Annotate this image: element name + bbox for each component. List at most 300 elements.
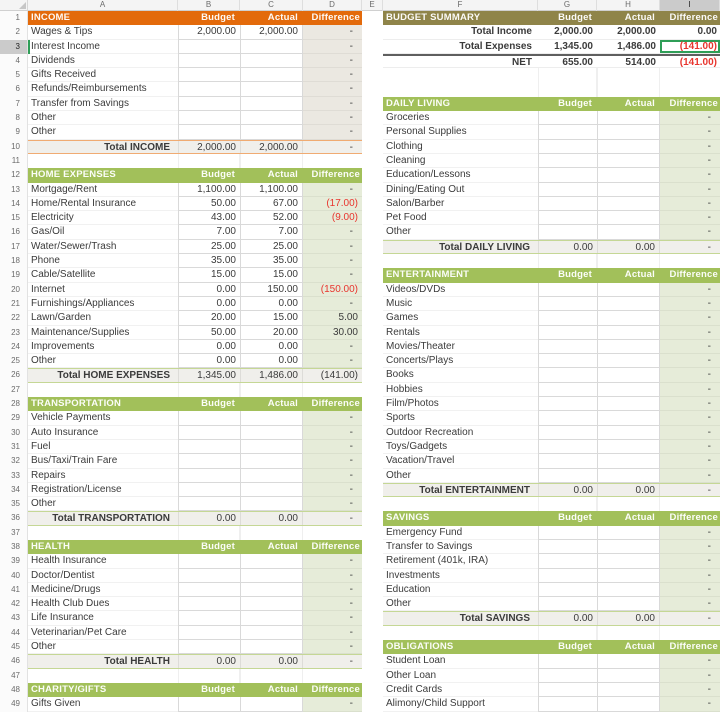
row-header-6[interactable]: 6 [0,82,28,96]
column-header-F[interactable]: F [383,0,538,11]
cell-D16[interactable]: - [303,225,362,239]
cell-G3[interactable]: 1,345.00 [554,40,593,52]
cell-F11[interactable]: Cleaning [383,154,538,168]
cell-F41[interactable]: Education [383,583,538,597]
cell-A36[interactable]: Total TRANSPORTATION [52,513,170,525]
cell-D21[interactable]: - [303,297,362,311]
cell-H15[interactable] [597,211,660,225]
cell-I12[interactable]: - [660,168,720,182]
cell-G27[interactable] [538,383,597,397]
cell-C29[interactable] [240,411,303,425]
row-header-19[interactable]: 19 [0,268,28,282]
row-header-8[interactable]: 8 [0,111,28,125]
cell-C1[interactable]: Actual [267,12,298,23]
column-header-B[interactable]: B [178,0,240,11]
cell-D23[interactable]: 30.00 [303,326,362,340]
cell-D35[interactable]: - [303,497,362,511]
cell-F21[interactable]: Music [383,297,538,311]
cell-H25[interactable] [597,354,660,368]
cell-C28[interactable]: Actual [267,398,298,410]
cell-B36[interactable]: 0.00 [178,512,240,524]
cell-H43[interactable]: 0.00 [597,612,660,624]
cell-I45[interactable]: Difference [669,641,718,653]
cell-D18[interactable]: - [303,254,362,268]
cell-F30[interactable]: Outdoor Recreation [383,426,538,440]
cell-I35[interactable] [660,497,720,511]
cell-I6[interactable] [660,82,720,96]
cell-B18[interactable]: 35.00 [178,254,240,268]
cell-I24[interactable]: - [660,340,720,354]
cell-I40[interactable]: - [660,569,720,583]
row-header-36[interactable]: 36 [0,511,28,525]
cell-A10[interactable]: Total INCOME [104,141,170,153]
cell-A32[interactable]: Bus/Taxi/Train Fare [28,454,178,468]
cell-B5[interactable] [178,68,240,82]
cell-A31[interactable]: Fuel [28,440,178,454]
cell-H27[interactable] [597,383,660,397]
cell-F23[interactable]: Rentals [383,326,538,340]
column-header-D[interactable]: D [303,0,362,11]
row-header-2[interactable]: 2 [0,25,28,39]
cell-I1[interactable]: Difference [669,12,718,23]
row-header-47[interactable]: 47 [0,669,28,683]
cell-C3[interactable] [240,40,303,54]
cell-B3[interactable] [178,40,240,54]
cell-B31[interactable] [178,440,240,454]
cell-F28[interactable]: Film/Photos [383,397,538,411]
cell-B46[interactable]: 0.00 [178,655,240,667]
cell-I33[interactable]: - [660,469,720,483]
cell-F37[interactable]: Emergency Fund [383,526,538,540]
cell-F32[interactable]: Vacation/Travel [383,454,538,468]
cell-H11[interactable] [597,154,660,168]
cell-C9[interactable] [240,125,303,139]
cell-B20[interactable]: 0.00 [178,283,240,297]
cell-C25[interactable]: 0.00 [240,354,303,368]
cell-I30[interactable]: - [660,426,720,440]
cell-G32[interactable] [538,454,597,468]
cell-I23[interactable]: - [660,326,720,340]
cell-G19[interactable]: Budget [558,269,592,281]
cell-H29[interactable] [597,411,660,425]
cell-B48[interactable]: Budget [201,683,235,695]
cell-G46[interactable] [538,654,597,668]
cell-H4[interactable]: 514.00 [625,56,656,68]
cell-F46[interactable]: Student Loan [383,654,538,668]
cell-C11[interactable] [240,154,303,168]
cell-B8[interactable] [178,111,240,125]
cell-H31[interactable] [597,440,660,454]
row-header-28[interactable]: 28 [0,397,28,411]
cell-B42[interactable] [178,597,240,611]
cell-B17[interactable]: 25.00 [178,240,240,254]
cell-F39[interactable]: Retirement (401k, IRA) [383,554,538,568]
cell-A42[interactable]: Health Club Dues [28,597,178,611]
cell-D13[interactable]: - [303,183,362,197]
cell-H34[interactable]: 0.00 [597,484,660,496]
cell-B28[interactable]: Budget [201,398,235,410]
cell-C31[interactable] [240,440,303,454]
cell-C30[interactable] [240,426,303,440]
cell-F8[interactable]: Groceries [383,111,538,125]
cell-I46[interactable]: - [660,654,720,668]
cell-G35[interactable] [538,497,597,511]
cell-A23[interactable]: Maintenance/Supplies [28,326,178,340]
row-header-34[interactable]: 34 [0,483,28,497]
cell-G42[interactable] [538,597,597,611]
cell-D20[interactable]: (150.00) [303,283,362,297]
cell-C35[interactable] [240,497,303,511]
cell-F7[interactable]: DAILY LIVING [386,97,451,109]
cell-B47[interactable] [178,669,240,683]
cell-F48[interactable]: Credit Cards [383,683,538,697]
cell-F26[interactable]: Books [383,368,538,382]
row-header-1[interactable]: 1 [0,11,28,25]
cell-C36[interactable]: 0.00 [240,512,303,524]
cell-B30[interactable] [178,426,240,440]
cell-H35[interactable] [597,497,660,511]
cell-H17[interactable]: 0.00 [597,241,660,253]
cell-A24[interactable]: Improvements [28,340,178,354]
cell-C12[interactable]: Actual [267,169,298,181]
cell-F35[interactable] [383,497,538,511]
cell-B7[interactable] [178,97,240,111]
cell-B13[interactable]: 1,100.00 [178,183,240,197]
row-header-48[interactable]: 48 [0,683,28,697]
cell-C41[interactable] [240,583,303,597]
cell-H20[interactable] [597,283,660,297]
cell-H41[interactable] [597,583,660,597]
cell-H2[interactable]: 2,000.00 [617,26,656,38]
row-header-4[interactable]: 4 [0,54,28,68]
cell-A39[interactable]: Health Insurance [28,554,178,568]
row-header-29[interactable]: 29 [0,411,28,425]
cell-I25[interactable]: - [660,354,720,368]
cell-D48[interactable]: Difference [311,683,360,695]
cell-F13[interactable]: Dining/Eating Out [383,183,538,197]
cell-B49[interactable] [178,697,240,711]
cell-C20[interactable]: 150.00 [240,283,303,297]
cell-G47[interactable] [538,669,597,683]
cell-I29[interactable]: - [660,411,720,425]
row-header-14[interactable]: 14 [0,197,28,211]
row-header-21[interactable]: 21 [0,297,28,311]
cell-C39[interactable] [240,554,303,568]
cell-B12[interactable]: Budget [201,169,235,181]
cell-H22[interactable] [597,311,660,325]
cell-I7[interactable]: Difference [669,97,718,109]
cell-I37[interactable]: - [660,526,720,540]
cell-A43[interactable]: Life Insurance [28,611,178,625]
cell-F22[interactable]: Games [383,311,538,325]
cell-H21[interactable] [597,297,660,311]
cell-C15[interactable]: 52.00 [240,211,303,225]
cell-C46[interactable]: 0.00 [240,655,303,667]
cell-I13[interactable]: - [660,183,720,197]
cell-B27[interactable] [178,383,240,397]
cell-F33[interactable]: Other [383,469,538,483]
cell-G14[interactable] [538,197,597,211]
cell-A29[interactable]: Vehicle Payments [28,411,178,425]
cell-G20[interactable] [538,283,597,297]
cell-I42[interactable]: - [660,597,720,611]
cell-F9[interactable]: Personal Supplies [383,125,538,139]
cell-G33[interactable] [538,469,597,483]
cell-B32[interactable] [178,454,240,468]
cell-B23[interactable]: 50.00 [178,326,240,340]
cell-A5[interactable]: Gifts Received [28,68,178,82]
cell-H19[interactable]: Actual [624,269,655,281]
row-header-43[interactable]: 43 [0,611,28,625]
cell-H32[interactable] [597,454,660,468]
cell-C34[interactable] [240,483,303,497]
cell-F43[interactable]: Total SAVINGS [459,613,530,625]
cell-A49[interactable]: Gifts Given [28,697,178,711]
cell-B35[interactable] [178,497,240,511]
cell-I19[interactable]: Difference [669,269,718,281]
row-header-12[interactable]: 12 [0,168,28,182]
cell-D7[interactable]: - [303,97,362,111]
row-header-33[interactable]: 33 [0,469,28,483]
cell-G41[interactable] [538,583,597,597]
cell-A2[interactable]: Wages & Tips [28,25,178,39]
cell-I48[interactable]: - [660,683,720,697]
cell-D22[interactable]: 5.00 [303,311,362,325]
cell-D43[interactable]: - [303,611,362,625]
cell-G1[interactable]: Budget [558,12,592,23]
cell-I20[interactable]: - [660,283,720,297]
cell-F3[interactable]: Total Expenses [459,40,532,52]
cell-B43[interactable] [178,611,240,625]
cell-D3[interactable]: - [303,40,362,54]
cell-A45[interactable]: Other [28,640,178,654]
cell-A38[interactable]: HEALTH [31,540,71,552]
cell-G38[interactable] [538,540,597,554]
cell-G29[interactable] [538,411,597,425]
cell-C10[interactable]: 2,000.00 [240,141,303,153]
cell-B44[interactable] [178,626,240,640]
cell-C26[interactable]: 1,486.00 [240,369,303,381]
cell-B22[interactable]: 20.00 [178,311,240,325]
cell-G4[interactable]: 655.00 [562,56,593,68]
cell-C23[interactable]: 20.00 [240,326,303,340]
cell-I41[interactable]: - [660,583,720,597]
cell-D42[interactable]: - [303,597,362,611]
cell-H13[interactable] [597,183,660,197]
column-header-I[interactable]: I [660,0,720,11]
cell-C16[interactable]: 7.00 [240,225,303,239]
cell-I17[interactable]: - [707,241,711,253]
cell-C48[interactable]: Actual [267,683,298,695]
cell-D2[interactable]: - [303,25,362,39]
cell-F16[interactable]: Other [383,225,538,239]
cell-C47[interactable] [240,669,303,683]
row-header-25[interactable]: 25 [0,354,28,368]
row-header-42[interactable]: 42 [0,597,28,611]
cell-B14[interactable]: 50.00 [178,197,240,211]
row-header-49[interactable]: 49 [0,697,28,711]
cell-B33[interactable] [178,469,240,483]
cell-B34[interactable] [178,483,240,497]
cell-B40[interactable] [178,569,240,583]
cell-B24[interactable]: 0.00 [178,340,240,354]
cell-H23[interactable] [597,326,660,340]
cell-A30[interactable]: Auto Insurance [28,426,178,440]
cell-H10[interactable] [597,140,660,154]
cell-D32[interactable]: - [303,454,362,468]
cell-G39[interactable] [538,554,597,568]
cell-G8[interactable] [538,111,597,125]
cell-A18[interactable]: Phone [28,254,178,268]
cell-D1[interactable]: Difference [311,12,360,23]
cell-G10[interactable] [538,140,597,154]
cell-H9[interactable] [597,125,660,139]
cell-C33[interactable] [240,469,303,483]
cell-I4[interactable]: (141.00) [679,56,717,68]
cell-I36[interactable]: Difference [669,512,718,524]
cell-A46[interactable]: Total HEALTH [104,656,170,668]
cell-B2[interactable]: 2,000.00 [178,25,240,39]
cell-C2[interactable]: 2,000.00 [240,25,303,39]
column-header-E[interactable]: E [362,0,383,11]
cell-A37[interactable] [28,526,178,540]
cell-G49[interactable] [538,697,597,711]
cell-B26[interactable]: 1,345.00 [178,369,240,381]
cell-G24[interactable] [538,340,597,354]
cell-G28[interactable] [538,397,597,411]
cell-I9[interactable]: - [660,125,720,139]
cell-F34[interactable]: Total ENTERTAINMENT [419,484,530,496]
cell-B6[interactable] [178,82,240,96]
cell-D25[interactable]: - [303,354,362,368]
cell-G2[interactable]: 2,000.00 [554,26,593,38]
column-header-H[interactable]: H [597,0,660,11]
cell-I31[interactable]: - [660,440,720,454]
cell-H1[interactable]: Actual [624,12,655,23]
cell-D8[interactable]: - [303,111,362,125]
cell-G48[interactable] [538,683,597,697]
cell-C6[interactable] [240,82,303,96]
cell-I28[interactable]: - [660,397,720,411]
cell-H37[interactable] [597,526,660,540]
row-header-46[interactable]: 46 [0,654,28,668]
cell-I26[interactable]: - [660,368,720,382]
cell-C21[interactable]: 0.00 [240,297,303,311]
cell-F2[interactable]: Total Income [471,26,532,38]
cell-G11[interactable] [538,154,597,168]
cell-I22[interactable]: - [660,311,720,325]
cell-F25[interactable]: Concerts/Plays [383,354,538,368]
cell-F5[interactable] [383,68,538,82]
row-header-41[interactable]: 41 [0,583,28,597]
cell-F14[interactable]: Salon/Barber [383,197,538,211]
cell-A7[interactable]: Transfer from Savings [28,97,178,111]
cell-A8[interactable]: Other [28,111,178,125]
cell-F29[interactable]: Sports [383,411,538,425]
cell-B11[interactable] [178,154,240,168]
cell-D38[interactable]: Difference [311,540,360,552]
row-header-7[interactable]: 7 [0,97,28,111]
cell-B38[interactable]: Budget [201,540,235,552]
cell-C13[interactable]: 1,100.00 [240,183,303,197]
row-header-26[interactable]: 26 [0,368,28,382]
cell-I15[interactable]: - [660,211,720,225]
cell-A4[interactable]: Dividends [28,54,178,68]
cell-H7[interactable]: Actual [624,97,655,109]
cell-H8[interactable] [597,111,660,125]
cell-C32[interactable] [240,454,303,468]
cell-F38[interactable]: Transfer to Savings [383,540,538,554]
cell-D5[interactable]: - [303,68,362,82]
cell-I11[interactable]: - [660,154,720,168]
cell-C49[interactable] [240,697,303,711]
cell-D36[interactable]: - [349,513,353,525]
cell-D40[interactable]: - [303,569,362,583]
cell-H39[interactable] [597,554,660,568]
cell-A17[interactable]: Water/Sewer/Trash [28,240,178,254]
cell-A34[interactable]: Registration/License [28,483,178,497]
cell-G5[interactable] [538,68,597,82]
cell-A1[interactable]: INCOME [31,12,71,23]
cell-G26[interactable] [538,368,597,382]
cell-B4[interactable] [178,54,240,68]
cell-H3[interactable]: 1,486.00 [617,40,656,52]
cell-D15[interactable]: (9.00) [303,211,362,225]
cell-G40[interactable] [538,569,597,583]
cell-C5[interactable] [240,68,303,82]
row-header-32[interactable]: 32 [0,454,28,468]
cell-G36[interactable]: Budget [558,512,592,524]
cell-C27[interactable] [240,383,303,397]
cell-C8[interactable] [240,111,303,125]
row-header-39[interactable]: 39 [0,554,28,568]
cell-G37[interactable] [538,526,597,540]
column-header-A[interactable]: A [28,0,178,11]
cell-F27[interactable]: Hobbies [383,383,538,397]
cell-I16[interactable]: - [660,225,720,239]
cell-F18[interactable] [383,254,538,268]
cell-C22[interactable]: 15.00 [240,311,303,325]
row-header-35[interactable]: 35 [0,497,28,511]
cell-D45[interactable]: - [303,640,362,654]
cell-D39[interactable]: - [303,554,362,568]
cell-C18[interactable]: 35.00 [240,254,303,268]
row-header-11[interactable]: 11 [0,154,28,168]
row-header-16[interactable]: 16 [0,225,28,239]
cell-I21[interactable]: - [660,297,720,311]
cell-H30[interactable] [597,426,660,440]
cell-H45[interactable]: Actual [624,641,655,653]
cell-H42[interactable] [597,597,660,611]
cell-D34[interactable]: - [303,483,362,497]
cell-B45[interactable] [178,640,240,654]
cell-C7[interactable] [240,97,303,111]
cell-F24[interactable]: Movies/Theater [383,340,538,354]
row-header-5[interactable]: 5 [0,68,28,82]
cell-A33[interactable]: Repairs [28,469,178,483]
row-header-38[interactable]: 38 [0,540,28,554]
cell-I18[interactable] [660,254,720,268]
cell-I10[interactable]: - [660,140,720,154]
cell-C24[interactable]: 0.00 [240,340,303,354]
cell-F19[interactable]: ENTERTAINMENT [386,269,470,281]
cell-F20[interactable]: Videos/DVDs [383,283,538,297]
row-header-40[interactable]: 40 [0,569,28,583]
cell-G34[interactable]: 0.00 [538,484,597,496]
cell-G18[interactable] [538,254,597,268]
row-header-27[interactable]: 27 [0,383,28,397]
cell-F15[interactable]: Pet Food [383,211,538,225]
